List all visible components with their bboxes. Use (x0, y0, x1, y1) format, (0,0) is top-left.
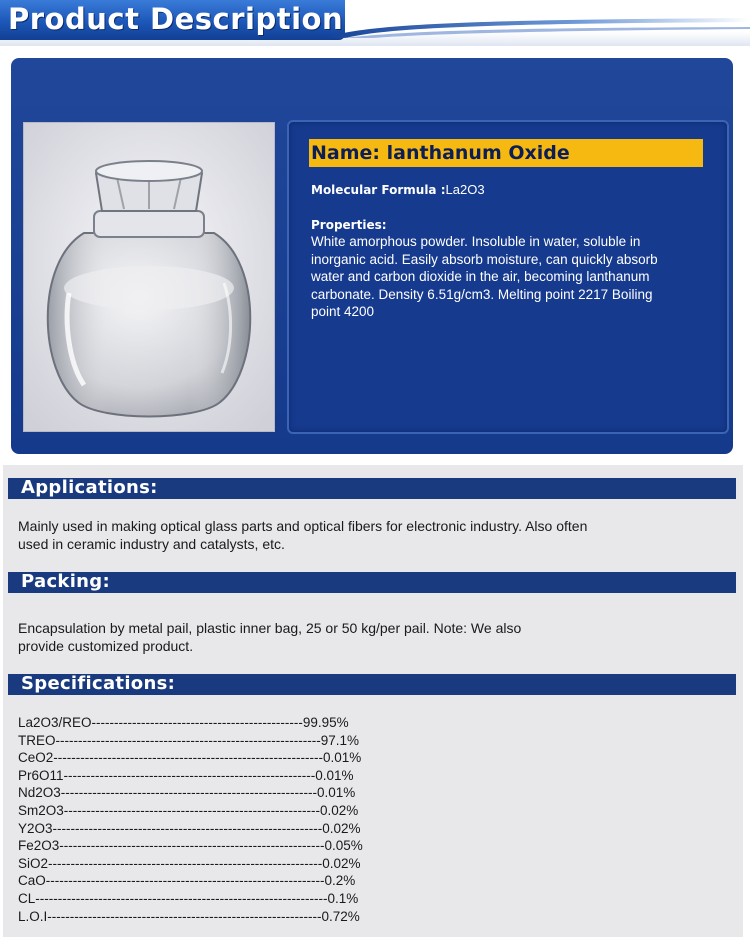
product-name: Name: lanthanum Oxide (311, 142, 570, 164)
glass-jar-photo-icon (24, 123, 274, 431)
product-panel (11, 58, 733, 454)
specifications-title: Specifications: (21, 673, 176, 694)
spec-item: Sm2O3---------------------------------------------------------0.02% (18, 802, 359, 818)
molecular-formula-value: La2O3 (445, 182, 485, 197)
spec-item: Fe2O3-----------------------------------------------------------0.05% (18, 838, 363, 854)
specifications-list (18, 714, 363, 925)
specifications-header (8, 674, 736, 695)
applications-title: Applications: (21, 477, 158, 498)
spec-item: CeO2------------------------------------------------------------0.01% (18, 750, 362, 766)
properties-label: Properties: (311, 218, 387, 232)
spec-item: La2O3/REO-----------------------------------------------99.95% (18, 715, 349, 730)
spec-item: SiO2-------------------------------------------------------------0.02% (18, 855, 361, 871)
details-area (3, 465, 743, 937)
spec-item: Pr6O11--------------------------------------------------------0.01% (18, 767, 354, 783)
spec-item: L.O.I-------------------------------------------------------------0.72% (18, 908, 360, 924)
properties-text: White amorphous powder. Insoluble in water, soluble in inorganic acid. Easily absorb moisture, can quickly absorb water and carbon dioxide in the air, becoming lanthanum carbonate. Density 6.51g/cm3. Melting point 2217 Boiling point 4200 (311, 234, 658, 319)
spec-item: Y2O3------------------------------------------------------------0.02% (18, 820, 361, 836)
banner-title-block (0, 0, 345, 40)
molecular-formula (311, 182, 485, 197)
spec-item: CaO--------------------------------------------------------------0.2% (18, 873, 356, 889)
product-name-bar (309, 139, 703, 167)
page-title: Product Description (8, 2, 344, 36)
banner-swoosh-decoration (318, 14, 750, 38)
packing-header (8, 572, 736, 593)
applications-text: Mainly used in making optical glass parts and optical fibers for electronic industry. Also often used in ceramic industry and catalysts, etc. (18, 518, 588, 552)
spec-item: TREO-----------------------------------------------------------97.1% (18, 732, 360, 748)
packing-text: Encapsulation by metal pail, plastic inner bag, 25 or 50 kg/per pail. Note: We also provide customized product. (18, 620, 522, 654)
spec-item: CL-----------------------------------------------------------------0.1% (18, 890, 359, 906)
product-info-box (287, 120, 729, 434)
molecular-formula-label: Molecular Formula : (311, 183, 446, 197)
applications-header (8, 478, 736, 499)
header-banner (0, 0, 750, 46)
product-photo (23, 122, 275, 432)
packing-title: Packing: (21, 571, 110, 592)
spec-item: Nd2O3---------------------------------------------------------0.01% (18, 785, 356, 801)
